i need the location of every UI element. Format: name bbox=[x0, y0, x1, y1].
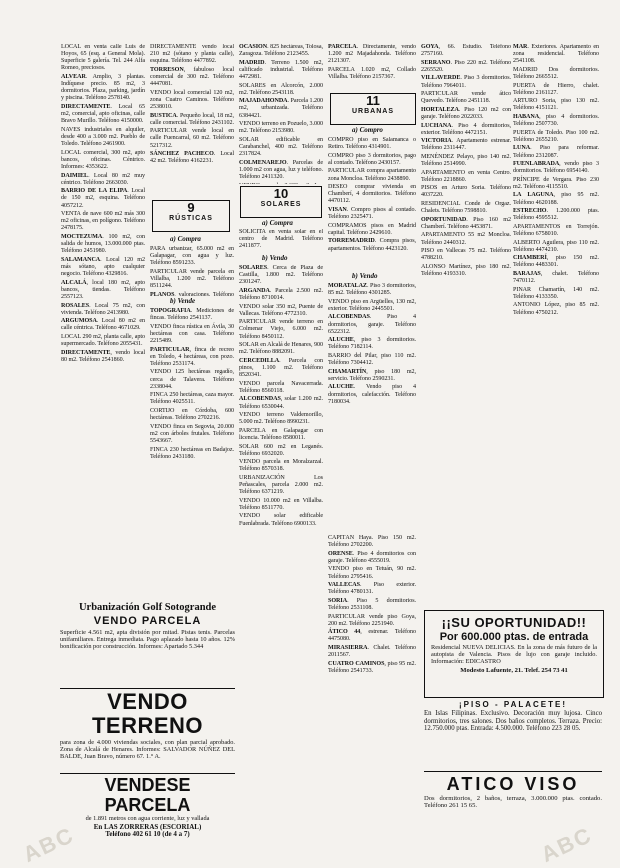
classified-ad: LOCAL en venta calle Luis de Hoyos, 65 (esq. a General Mola). Superficie 5 galería. Tel. 244 Alfa Romeo, preciosos. bbox=[61, 44, 145, 72]
classified-ad: OCASION. 825 hectáreas, Tolosa, Zaragoza. Teléfono 2123455. bbox=[239, 44, 323, 58]
classified-ad: VENDO piso en Argüelles, 130 m2, exterior. Teléfono 2445501. bbox=[328, 298, 416, 312]
classified-ad: PLANOS, valoraciones. Teléfono bbox=[150, 291, 234, 296]
column-5 bbox=[421, 44, 511, 604]
classified-ad: VENDO local comercial 120 m2, zona Cuatro Caminos. Teléfono 2538010. bbox=[150, 89, 234, 111]
ad-piso-palacete bbox=[424, 698, 602, 733]
classified-ad: SOLARES en Alcorcón, 2.000 m2. Teléfono 2543118. bbox=[239, 82, 323, 96]
classified-ad: DAIMIEL. Local 80 m2 muy céntrico. Teléfono 2663030. bbox=[61, 172, 145, 186]
classified-ad: OPORTUNIDAD. Piso 160 m2 Chamberí. Teléfono 4453871. bbox=[421, 216, 511, 230]
classified-ad bbox=[239, 183, 323, 184]
classified-ad: SALAMANCA. Local 120 m2 más sótano, apto cualquier negocio. Teléfono 4329816. bbox=[61, 256, 145, 278]
classified-ad: TOPOGRAFÍA. Mediciones de fincas. Teléfono 2541137. bbox=[150, 308, 234, 322]
classified-ad: FINCA 230 hectáreas en Badajoz. Teléfono 2431180. bbox=[150, 446, 234, 460]
ad-atico-viso bbox=[424, 774, 602, 810]
classified-ad: FINCA 250 hectáreas, caza mayor. Teléfono 4025511. bbox=[150, 392, 234, 406]
classified-ad: VENDO solar edificable Fuenlabrada. Teléfono 6900133. bbox=[239, 513, 323, 527]
classified-ad: CERCEDILLA. Parcela con pinos, 1.100 m2. Teléfono 8520341. bbox=[239, 357, 323, 379]
section-number: 9 bbox=[187, 200, 195, 215]
classified-ad: VENDO finca rústica en Ávila, 30 hectáreas con casa. Teléfono 2215489. bbox=[150, 323, 234, 345]
classified-ad: LUNA. Piso para reformar. Teléfono 2312087. bbox=[513, 145, 599, 159]
abc-watermark-logo: ABC bbox=[19, 821, 79, 868]
subhead-compro: a) Compro bbox=[352, 126, 383, 134]
classified-ad: LOCAL comercial, 300 m2, apto bancos, oficinas. Céntrico. Informes: 4353622. bbox=[61, 149, 145, 171]
classified-ad: BARRIO del Pilar, piso 110 m2. Teléfono 7304412. bbox=[328, 352, 416, 367]
column-2-vende bbox=[150, 308, 234, 600]
classified-ad: FUENLABRADA, vendo piso 3 dormitorios. Teléfono 6954140. bbox=[513, 161, 599, 175]
classified-ad: PARTICULAR vende local en calle Fuencarral, 60 m2. Teléfono 5217312. bbox=[150, 128, 234, 149]
classified-ad: VENDO parcela Navacerrada. Teléfono 8560118. bbox=[239, 380, 323, 394]
classified-ad: COMPRAMOS pisos en Madrid capital. Teléfono 2429610. bbox=[328, 222, 416, 236]
classified-ad: COLMENAREJO. Parcelas de 1.000 m2 con agua, luz y teléfono. Teléfono 2411320. bbox=[239, 159, 323, 180]
classified-ad: VALLECAS. Piso exterior. Teléfono 4780131. bbox=[328, 582, 416, 596]
classified-ad: MADRID Dos dormitorios. Teléfono 2665512. bbox=[513, 66, 599, 81]
section-number: 10 bbox=[273, 186, 289, 201]
section-number: 11 bbox=[366, 93, 380, 108]
classified-ad: LOCAL 290 m2, planta calle, apto supermercado. Teléfono 2055431. bbox=[61, 334, 145, 348]
classified-ad: BUSTICA. Pequeño local, 18 m2, calle comercial. Teléfono 2431102. bbox=[150, 112, 234, 126]
classified-ad: COMPRO piso en Salamanca o Retiro. Teléfono 4314901. bbox=[328, 137, 416, 151]
ad-oportunidad bbox=[424, 610, 604, 698]
classified-ad: TORREMADRID. Compra pisos, apartamentos. Teléfono 4423120. bbox=[328, 238, 416, 252]
classified-ad: PARTICULAR, finca de recreo en Toledo, 4 hectáreas, con pozo. Teléfono 2531174. bbox=[150, 346, 234, 367]
section-solares bbox=[240, 186, 322, 218]
classified-ad: DIRECTAMENTE vendo local 210 m2 (sótano y planta calle), esquina. Teléfono 4477892. bbox=[150, 44, 234, 65]
subhead-vendo: b) Vendo bbox=[352, 272, 378, 280]
classified-ad: CHAMARTÍN, piso 180 m2, servicio. Teléfono 2590231. bbox=[328, 368, 416, 382]
classified-ad: VENTA de nave 600 m2 más 300 m2 oficinas, en polígono. Teléfono 2478175. bbox=[61, 211, 145, 232]
classified-ad: BARRIO DE LA ELIPA. Local de 150 m2, esquina. Teléfono 4057212. bbox=[61, 188, 145, 209]
classified-ad: VENDO piso en Tetuán, 90 m2. Teléfono 2795416. bbox=[328, 566, 416, 580]
column-6 bbox=[513, 44, 599, 604]
classified-ad: ALCOBENDAS. Piso 4 dormitorios, garaje. Teléfono 6522312. bbox=[328, 314, 416, 335]
classified-ad: CUATRO CAMINOS, piso 95 m2. Teléfono 2541733. bbox=[328, 660, 416, 674]
classified-ad: URBANIZACIÓN Los Peñascales, parcela 2.000 m2. Teléfono 6371219. bbox=[239, 474, 323, 496]
classified-ad: MIRASIERRA. Chalet. Teléfono 2011567. bbox=[328, 644, 416, 659]
classified-ad: ALBERTO Aguilera, piso 110 m2. Teléfono 4474210. bbox=[513, 239, 599, 253]
abc-watermark-logo: ABC bbox=[537, 821, 597, 868]
ad-text: de 1.891 metros con agua corriente, luz y vallada bbox=[85, 815, 210, 822]
classified-ad: SOLAR edificable en Carabanchel, 400 m2. Teléfono 2317824. bbox=[239, 136, 323, 158]
classified-ad: MAR. Exteriores. Apartamento en zona residencial. Teléfono 2541108. bbox=[513, 44, 599, 65]
classified-ad: ALVEAR. Amplio, 3 plantas. Indíquese precio. 85 m2, 3 dormitorios. Plaza, parking, jardín y piscina. Teléfono 2578140. bbox=[61, 74, 145, 102]
classified-ad: COMPRO piso 3 dormitorios, pago al contado. Teléfono 2430157. bbox=[328, 152, 416, 166]
ad-text: Dos dormitorios, 2 baños, terraza, 3.000.000 ptas. contado. Teléfono 261 15 65. bbox=[424, 795, 602, 810]
ad-location: En LAS ZORRERAS (ESCORIAL) bbox=[93, 823, 202, 832]
classified-ad: PARTICULAR vende piso Goya, 200 m2. Teléfono 2251940. bbox=[328, 613, 416, 627]
divider bbox=[424, 771, 602, 772]
ad-text: En Islas Filipinas. Exclusivo. Decoración muy lujosa. Cinco dormitorios, tres salones. Dos baños completos. Terraza. Precio: 12.750.000 ptas. Entrada: 4.500.000. Teléfono 223 28 05. bbox=[424, 710, 602, 733]
section-name: SOLARES bbox=[260, 201, 302, 208]
subhead-compra: a) Compra bbox=[170, 235, 201, 243]
classified-ad: ESTRECHO. 1.200.000 ptas. Teléfono 4595512. bbox=[513, 208, 599, 222]
subhead-vendo: b) Vendo bbox=[262, 254, 288, 262]
section-name: URBANAS bbox=[352, 108, 394, 115]
classified-ad: APARTAMENTOS en Torrejón. Teléfono 6758010. bbox=[513, 223, 599, 238]
column-3 bbox=[239, 44, 323, 184]
classified-ad: VISAN. Compro pisos al contado. Teléfono 2325471. bbox=[328, 206, 416, 221]
ad-address: Modesto Lafuente, 21. Telef. 254 73 41 bbox=[460, 666, 568, 674]
classified-ad: ALUCHE, piso 3 dormitorios. Teléfono 7182114. bbox=[328, 337, 416, 351]
classified-ad: SOLARES. Cerca de Plaza de Castilla, 1.800 m2. Teléfono 2301247. bbox=[239, 265, 323, 286]
classified-ad: MAJADAHONDA. Parcela 1.200 m2, urbanizada. Teléfono 6384421. bbox=[239, 98, 323, 119]
classified-ad: SOLICITA en venta solar en el centro de Madrid. Teléfono 2411877. bbox=[239, 229, 323, 250]
classified-ad: GOYA, 66. Estudio. Teléfono 2757160. bbox=[421, 44, 511, 58]
classified-ad: MOCTEZUMA. 100 m2, con salida de humos, 13.000.000 ptas. Teléfono 2451980. bbox=[61, 234, 145, 255]
column-4-vendo bbox=[328, 283, 416, 533]
ad-text: Superficie 4.561 m2, apta división por mitad. Pistas tenis. Parcelas unifamiliares. Entrega inmediata. Pago aplazado hasta 10 años. 12% bonificación por construcción. Informes: Apartado 5.344 bbox=[60, 629, 235, 651]
classified-ad: ARGUMOSA. Local 80 m2 en calle céntrica. Teléfono 4671029. bbox=[61, 318, 145, 332]
column-4 bbox=[328, 44, 416, 88]
subhead-compra: a) Compra bbox=[262, 219, 293, 227]
classified-ad: PARTICULAR vende terreno en Colmenar Viejo, 6.000 m2. Teléfono 8450112. bbox=[239, 319, 323, 340]
classified-ad: APARTAMENTO 55 m2 Moncloa. Teléfono 2440312. bbox=[421, 232, 511, 246]
column-4-compro bbox=[328, 137, 416, 270]
classified-ad: PUERTA de Toledo. Piso 100 m2. Teléfono 2655210. bbox=[513, 129, 599, 143]
subhead-vende: b) Vende bbox=[170, 297, 196, 305]
ad-title: VENDO TERRENO bbox=[91, 689, 204, 738]
classified-ad: PARCELA 1.020 m2, Collado Villalba. Teléfono 2157367. bbox=[328, 66, 416, 81]
classified-ad: PARTICULAR vende ático Quevedo. Teléfono 2451118. bbox=[421, 91, 511, 105]
classified-ad: PARCELA. Directamente, vendo 1.200 m2 Majadahonda. Teléfono 2121307. bbox=[328, 44, 416, 65]
classified-ad: DESEO comprar vivienda en Chamberí, 4 dormitorios. Teléfono 4470112. bbox=[328, 184, 416, 205]
ad-title: VENDESE PARCELA bbox=[104, 775, 191, 815]
classified-ad: HORTALEZA. Piso 120 m2 con garaje. Teléfono 2022033. bbox=[421, 106, 511, 120]
classified-ad: SÁNCHEZ PACHECO. Local 42 m2. Teléfono 4162231. bbox=[150, 151, 234, 165]
classified-ad: VENDO finca en Segovia, 20.000 m2 con árboles frutales. Teléfono 5543667. bbox=[150, 423, 234, 444]
ad-title: ATICO VISO bbox=[446, 774, 580, 794]
column-2 bbox=[150, 44, 234, 199]
classified-ad: PINAR Chamartín, 140 m2. Teléfono 4133350. bbox=[513, 286, 599, 300]
classified-ad: CHAMBERÍ, piso 150 m2. Teléfono 4483301. bbox=[513, 255, 599, 269]
classified-ad: MADRID. Terreno 1.500 m2, calificado industrial. Teléfono 4472981. bbox=[239, 59, 323, 81]
classified-ad: SERRANO. Piso 220 m2. Teléfono 2265520. bbox=[421, 59, 511, 73]
classified-ad: SOLAR 600 m2 en Leganés. Teléfono 6932020. bbox=[239, 443, 323, 457]
section-rusticas bbox=[152, 200, 230, 232]
classified-ad: PISO en Vallecas 75 m2. Teléfono 4788210. bbox=[421, 248, 511, 262]
classified-ad: DIRECTAMENTE, vendo local 80 m2. Teléfono 2541860. bbox=[61, 349, 145, 363]
column-4-more bbox=[328, 535, 416, 825]
ad-title: ¡¡SU OPORTUNIDAD!! bbox=[441, 615, 587, 630]
section-urbanas bbox=[330, 93, 416, 125]
classified-ad: RESIDENCIAL Conde de Orgaz. Chalets. Teléfono 7598810. bbox=[421, 201, 511, 215]
ad-phone: Teléfono 402 61 10 (de 4 a 7) bbox=[105, 830, 190, 839]
classified-ad: NAVES industriales en alquiler, desde 400 a 3.000 m2. Pueblo de Toledo. Teléfono 2461900. bbox=[61, 126, 145, 148]
classified-ad: PARCELA en Galapagar con licencia. Teléfono 8580011. bbox=[239, 427, 323, 441]
divider bbox=[60, 773, 235, 774]
ad-text: Residencial NUEVA DELICIAS. En la zona de más futuro de la autopista de Valencia. Pisos de lujo con garaje incluido. Información: EDICASTRO bbox=[431, 644, 597, 666]
classified-ad: PRÍNCIPE de Vergara. Piso 230 m2. Teléfono 4115510. bbox=[513, 176, 599, 190]
ad-subtitle: VENDO PARCELA bbox=[93, 615, 202, 627]
classified-ad: ALONSO Martínez, piso 180 m2. Teléfono 4193310. bbox=[421, 263, 511, 277]
ad-vendo-terreno bbox=[60, 690, 235, 761]
classified-ad: VENDO terreno en Pozuelo, 3.000 m2. Teléfono 2153980. bbox=[239, 121, 323, 135]
classified-ad: ROSALES. Local 75 m2, con vivienda. Teléfono 2413980. bbox=[61, 302, 145, 316]
column-3-vendo bbox=[239, 265, 323, 825]
classified-ad: PARA urbanizar, 65.000 m2 en Galapagar, con agua y luz. Teléfono 8591233. bbox=[150, 246, 234, 267]
column-3-compra bbox=[239, 229, 323, 253]
classified-ad: VILLAVERDE. Piso 3 dormitorios. Teléfono 7964011. bbox=[421, 75, 511, 89]
classified-ad: ALCOBENDAS, solar 1.200 m2. Teléfono 6530044. bbox=[239, 396, 323, 410]
classified-ad: APARTAMENTO en venta Centro. Teléfono 2218860. bbox=[421, 169, 511, 183]
classified-ad: HABANA, piso 4 dormitorios. Teléfono 2507730. bbox=[513, 113, 599, 128]
classified-ad: LUCHANA. Piso 4 dormitorios, exterior. Teléfono 4472151. bbox=[421, 122, 511, 136]
classified-ad: ALCALÁ, local 180 m2, apto bancos, tiendas. Teléfono 2557123. bbox=[61, 279, 145, 301]
classified-ad: VENDO 10.000 m2 en Villalba. Teléfono 8511770. bbox=[239, 497, 323, 511]
classified-ad: VICTORIA. Apartamento estrenar. Teléfono 2311447. bbox=[421, 138, 511, 152]
classified-ad: ALUCHE. Vendo piso 4 dormitorios, calefacción. Teléfono 7180034. bbox=[328, 384, 416, 405]
classified-ad: ARTURO Soria, piso 130 m2. Teléfono 4151121. bbox=[513, 98, 599, 112]
ad-text: para zona de 4.000 viviendas sociales, con plan parcial aprobado. Zona de Alcalá de Henares. Informes: SALVADOR NÚÑEZ DEL BALDE, Juan Bravo, número 67. 1.° A. bbox=[60, 739, 235, 761]
ad-golf-sotogrande bbox=[60, 602, 235, 651]
classified-ad: ARGANDA. Parcela 2.500 m2. Teléfono 8710014. bbox=[239, 287, 323, 302]
classified-ad: LA LAGUNA, piso 95 m2. Teléfono 4620188. bbox=[513, 192, 599, 206]
classified-ad: PISOS en Arturo Soria. Teléfono 4037220. bbox=[421, 185, 511, 199]
classified-ad: PUERTA de Hierro, chalet. Teléfono 2161127. bbox=[513, 82, 599, 96]
classified-ad: CAPITÁN Haya. Piso 150 m2. Teléfono 2702200. bbox=[328, 535, 416, 549]
classified-ad: VENDO terreno Valdemorillo, 5.000 m2. Teléfono 8990231. bbox=[239, 412, 323, 426]
classified-ad: ÁTICO 44, estrenar. Teléfono 4475080. bbox=[328, 629, 416, 643]
classified-ad: SORIA. Piso 5 dormitorios. Teléfono 2531108. bbox=[328, 597, 416, 611]
classified-ad: BARAJAS, chalet. Teléfono 7470112. bbox=[513, 271, 599, 285]
ad-vendese-parcela bbox=[60, 775, 235, 839]
classified-ad: ANTONIO López, piso 85 m2. Teléfono 4750212. bbox=[513, 302, 599, 316]
ad-subtitle: Por 600.000 ptas. de entrada bbox=[439, 631, 589, 643]
classified-ad: VENDO solar 350 m2, Puente de Vallecas. Teléfono 4772310. bbox=[239, 303, 323, 317]
classified-ad: TORRESON, fabuloso local comercial de 300 m2. Teléfono 4447081. bbox=[150, 66, 234, 88]
classified-ad: MORATALAZ. Piso 3 dormitorios, 85 m2. Teléfono 4301285. bbox=[328, 283, 416, 297]
column-1 bbox=[61, 44, 145, 594]
classified-ad: VENDO 125 hectáreas regadío, cerca de Talavera. Teléfono 2338044. bbox=[150, 369, 234, 390]
classified-ad: SOLAR en Alcalá de Henares, 900 m2. Teléfono 8882091. bbox=[239, 342, 323, 356]
classified-ad: DIRECTAMENTE. Local 65 m2, comercial, apto oficinas, calle Bravo Murillo. Teléfono 4150000. bbox=[61, 104, 145, 125]
classified-ad: PARTICULAR compra apartamento zona Moncloa. Teléfono 2438890. bbox=[328, 168, 416, 182]
classified-ad: ORENSE. Piso 4 dormitorios con garaje. Teléfono 4555019. bbox=[328, 550, 416, 564]
column-2-compra bbox=[150, 246, 234, 296]
classified-ad: PARTICULAR vende parcela en Villalba, 1.200 m2. Teléfono 8511244. bbox=[150, 268, 234, 290]
classified-ad: VENDO parcela en Moralzarzal. Teléfono 8570318. bbox=[239, 459, 323, 473]
classified-ad: CORTIJO en Córdoba, 600 hectáreas. Teléfono 2702216. bbox=[150, 407, 234, 422]
classified-ad: MENÉNDEZ Pelayo, piso 140 m2. Teléfono 2514990. bbox=[421, 153, 511, 168]
ad-title: Urbanización Golf Sotogrande bbox=[78, 602, 217, 613]
section-name: RÚSTICAS bbox=[169, 215, 213, 222]
ad-title: ¡PISO - PALACETE! bbox=[458, 700, 568, 709]
